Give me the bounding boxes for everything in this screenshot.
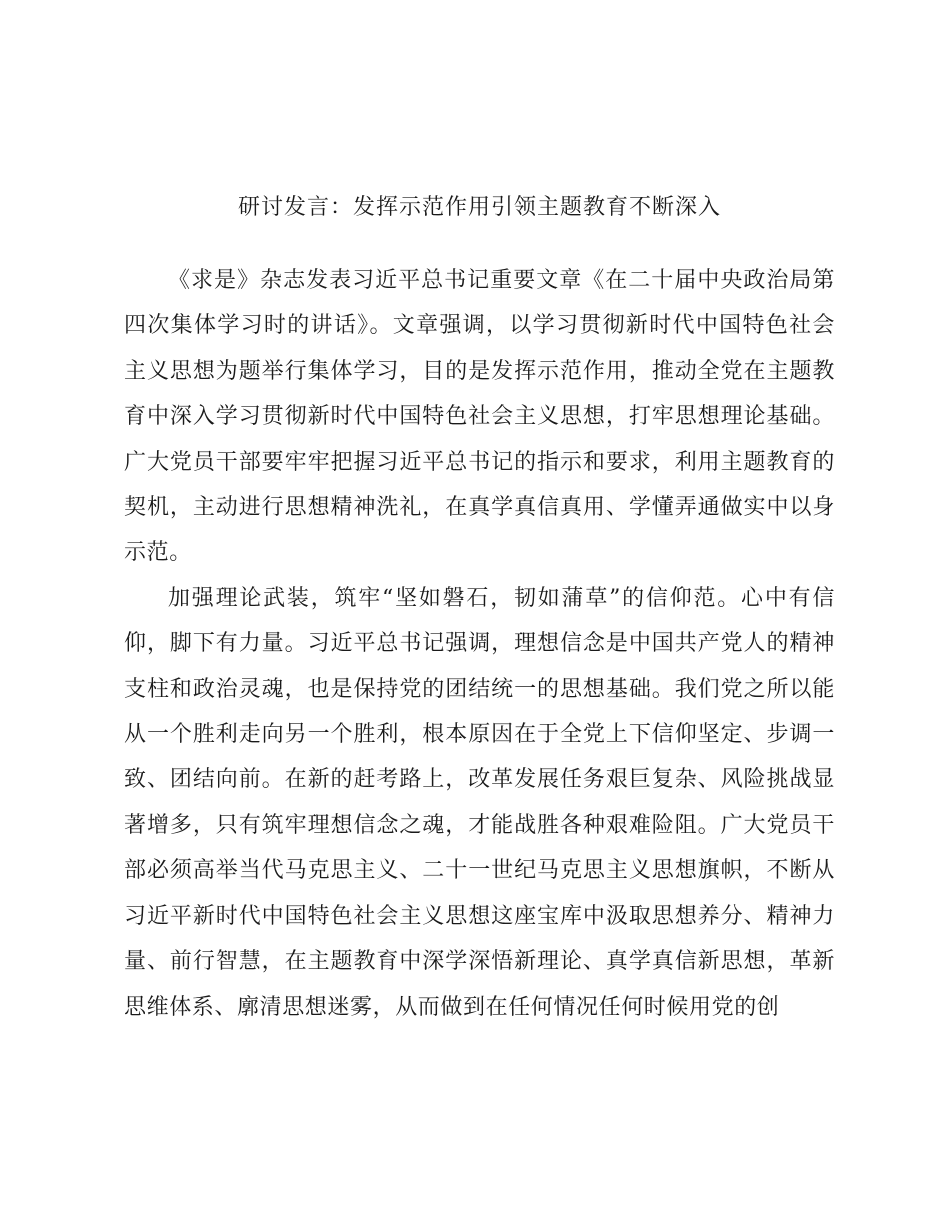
- document-title: 研讨发言：发挥示范作用引领主题教育不断深入: [237, 195, 721, 220]
- document-body: [124, 258, 835, 1030]
- paragraph-2: 加强理论武装，筑牢“坚如磐石，韧如蒲草”的信仰范。心中有信仰，脚下有力量。习近平总书记强调，理想信念是中国共产党人的精神支柱和政治灵魂，也是保持党的团结统一的思想基础。我们党之所以能从一个胜利走向另一个胜利，根本原因在于全党上下信仰坚定、步调一致、团结向前。在新的赶考路上，改革发展任务艰巨复杂、风险挑战显著增多，只有筑牢理想信念之魂，才能战胜各种艰难险阻。广大党员干部必须高举当代马克思主义、二十一世纪马克思主义思想旗帜，不断从习近平新时代中国特色社会主义思想这座宝库中汲取思想养分、精神力量、前行智慧，在主题教育中深学深悟新理论、真学真信新思想，革新思维体系、廓清思想迷雾，从而做到在任何情况任何时候用党的创: [124, 585, 835, 1020]
- paragraph-1: 《求是》杂志发表习近平总书记重要文章《在二十届中央政治局第四次集体学习时的讲话》。文章强调，以学习贯彻新时代中国特色社会主义思想为题举行集体学习，目的是发挥示范作用，推动全党在主题教育中深入学习贯彻新时代中国特色社会主义思想，打牢思想理论基础。广大党员干部要牢牢把握习近平总书记的指示和要求，利用主题教育的契机，主动进行思想精神洗礼，在真学真信真用、学懂弄通做实中以身示范。: [124, 268, 835, 566]
